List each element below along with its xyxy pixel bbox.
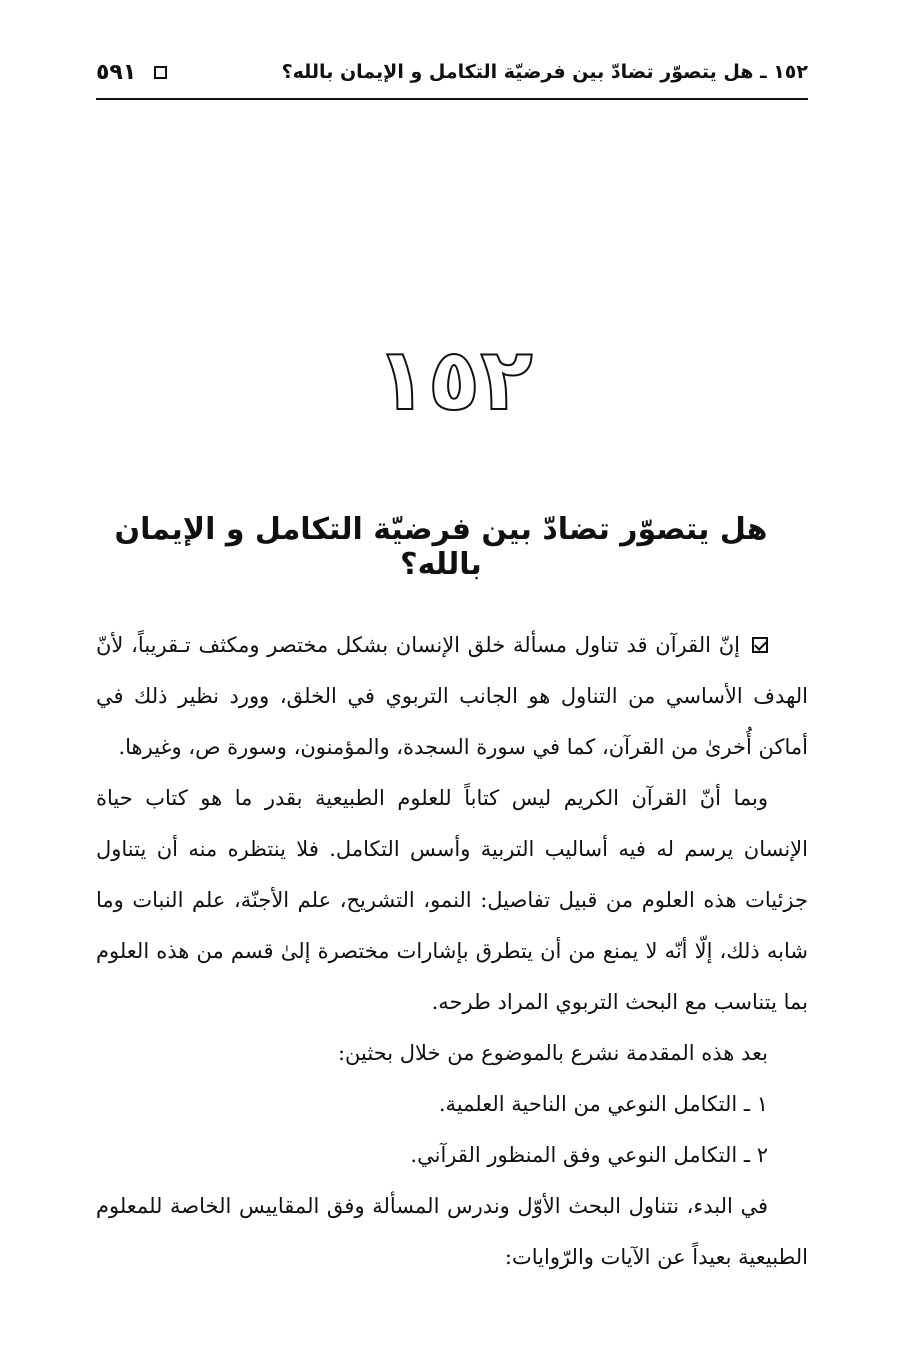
running-header — [96, 52, 808, 92]
list-item-1: ١ ـ التكامل النوعي من الناحية العلمية. — [438, 1092, 768, 1116]
header-divider — [96, 98, 808, 100]
list-item-2: ٢ ـ التكامل النوعي وفق المنظور القرآني. — [410, 1143, 768, 1167]
paragraph-1 — [96, 620, 808, 773]
paragraph-3: بعد هذه المقدمة نشرع بالموضوع من خلال بحثين: — [337, 1041, 768, 1065]
checkbox-icon — [752, 637, 768, 653]
paragraph-1-text: إنّ القرآن قد تناول مسألة خلق الإنسان بشكل مختصر ومكثف تـقريباً، لأنّ الهدف الأساسي من التناول هو الجانب التربوي في الخلق، وورد نظير ذلك في أماكن أُخرىٰ من القرآن، كما في سورة السجدة، والمؤمنون، وسورة ص، وغيرها. — [96, 633, 808, 759]
paragraph-2: وبما أنّ القرآن الكريم ليس كتاباً للعلوم الطبيعية بقدر ما هو كتاب حياة الإنسان يرسم له فيه أساليب التربية وأسس التكامل. فلا ينتظره منه أن يتناول جزئيات هذه العلوم من قبيل تفاصيل: النمو، التشريح، علم الأجنّة، علم النبات وما شابه ذلك، إلّا أنّه لا يمنع من أن يتطرق بإشارات مختصرة إلىٰ قسم من هذه العلوم بما يتناسب مع البحث التربوي المراد طرحه. — [96, 786, 808, 1014]
chapter-number: ١٥٢ — [375, 330, 533, 430]
body-text — [96, 620, 808, 1283]
page-number: ٥٩١ — [96, 59, 137, 85]
paragraph-4: في البدء، نتناول البحث الأوّل وندرس المسألة وفق المقاييس الخاصة للمعلوم الطبيعية بعيداً عن الآيات والرّوايات: — [96, 1194, 808, 1269]
header-left-group — [96, 60, 167, 85]
chapter-title: هل يتصوّر تضادّ بين فرضيّة التكامل و الإيمان بالله؟ — [114, 512, 768, 582]
square-icon — [154, 66, 167, 79]
running-title: ١٥٢ ـ هل يتصوّر تضادّ بين فرضيّة التكامل و الإيمان بالله؟ — [281, 61, 808, 83]
